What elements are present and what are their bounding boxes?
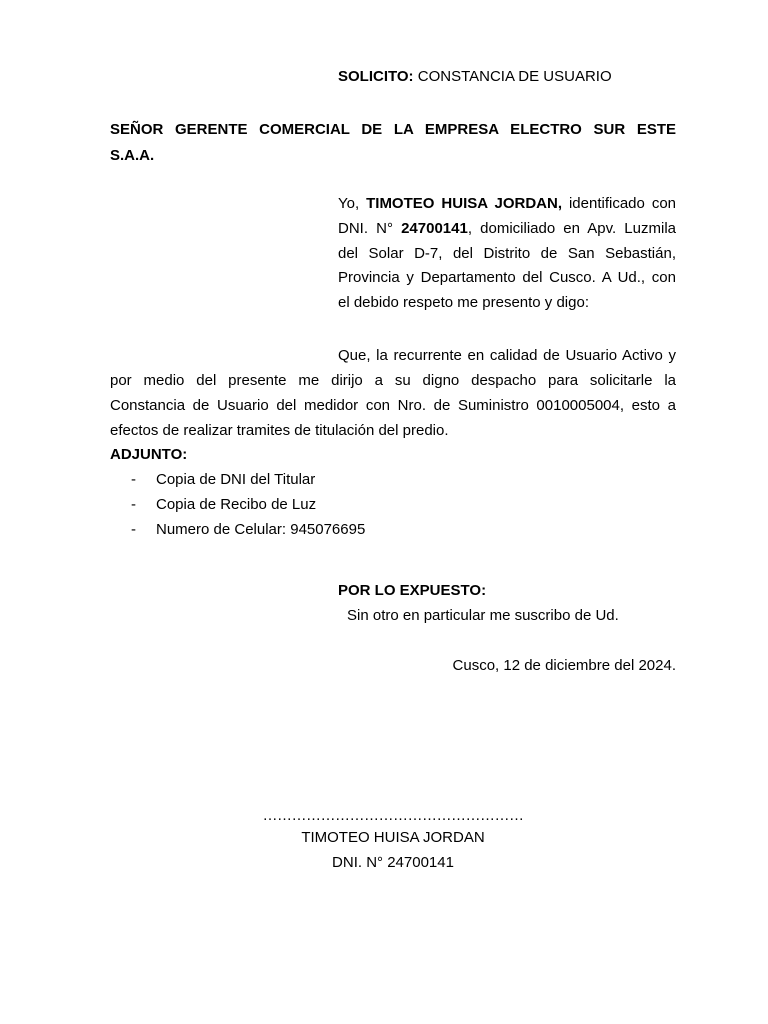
intro-line-3: del Solar D-7, del Distrito de San Sebastián, [338, 244, 676, 262]
intro-paragraph [338, 192, 676, 316]
bullet-dash: - [131, 496, 136, 513]
body-line-4: efectos de realizar tramites de titulación del predio. [110, 422, 449, 439]
list-item-text: Copia de DNI del Titular [156, 471, 316, 488]
intro-domiciliado: , domiciliado en Apv. Luzmila [467, 219, 676, 237]
signature-name: TIMOTEO HUISA JORDAN [301, 829, 485, 846]
applicant-name: TIMOTEO HUISA JORDAN, [366, 195, 562, 212]
body-line-2: por medio del presente me dirijo a su digno despacho para solicitarle la [110, 372, 676, 389]
dni-prefix: DNI. N° [338, 219, 402, 237]
intro-line-2 [338, 217, 676, 242]
list-item [131, 470, 365, 495]
body-paragraph [110, 343, 676, 443]
intro-line-1 [338, 192, 676, 217]
addressee [110, 117, 676, 169]
list-item-text: Numero de Celular: 945076695 [156, 521, 366, 538]
date-line: Cusco, 12 de diciembre del 2024. [452, 657, 676, 674]
adjunto-list [131, 470, 365, 545]
adjunto-heading: ADJUNTO: [110, 446, 188, 463]
subject-label: SOLICITO: [338, 68, 414, 85]
subject-value: CONSTANCIA DE USUARIO [413, 68, 612, 85]
subject-line [338, 67, 612, 87]
list-item [131, 520, 365, 545]
addressee-line-1: SEÑOR GERENTE COMERCIAL DE LA EMPRESA ELECTRO SUR ESTE [110, 121, 676, 138]
intro-yo: Yo, [338, 195, 367, 212]
closing-text: Sin otro en particular me suscribo de Ud. [347, 607, 619, 624]
signature-dni: DNI. N° 24700141 [332, 854, 454, 871]
bullet-dash: - [131, 471, 136, 488]
intro-identificado: identificado con [562, 195, 676, 212]
body-line-1: Que, la recurrente en calidad de Usuario Activo y [338, 347, 676, 364]
bullet-dash: - [131, 521, 136, 538]
list-item [131, 495, 365, 520]
intro-line-4: Provincia y Departamento del Cusco. A Ud., con [338, 269, 676, 287]
body-line-3: Constancia de Usuario del medidor con Nro. de Suministro 0010005004, esto a [110, 397, 676, 414]
expuesto-heading: POR LO EXPUESTO: [338, 582, 487, 599]
addressee-line-2: S.A.A. [110, 147, 155, 164]
intro-line-5: el debido respeto me presento y digo: [338, 294, 589, 312]
list-item-text: Copia de Recibo de Luz [156, 496, 317, 513]
signature-line: ……………………………………………… [262, 807, 524, 824]
dni-number: 24700141 [401, 219, 468, 237]
